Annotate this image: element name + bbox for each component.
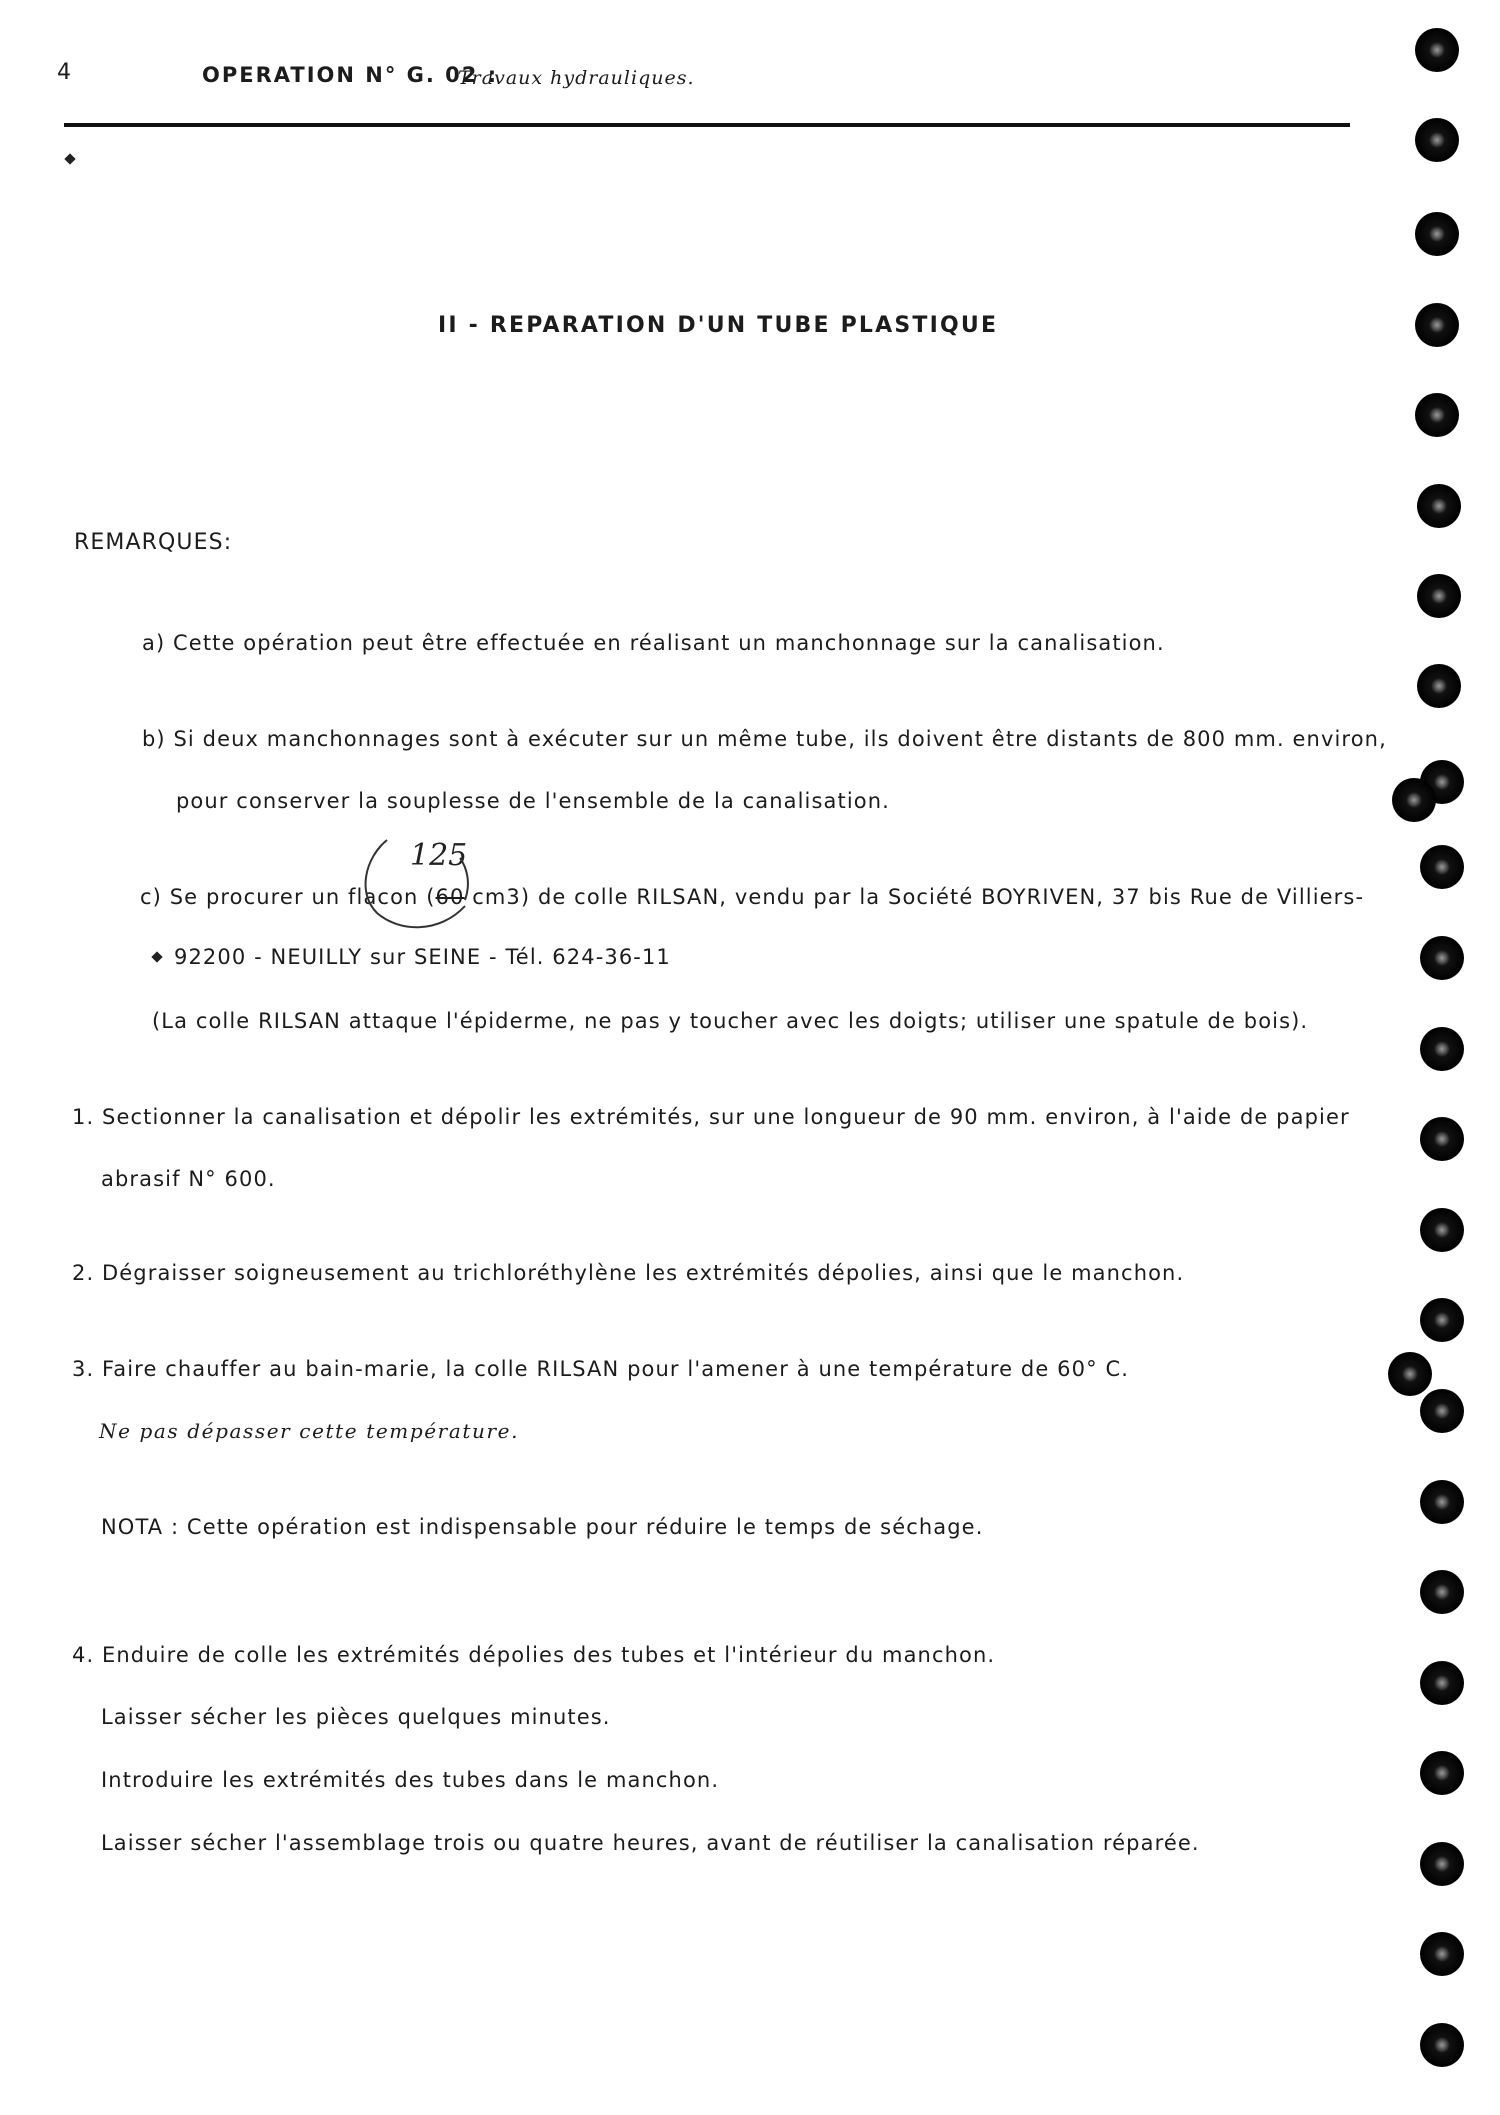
step-3-warning: Ne pas dépasser cette température.: [99, 1419, 520, 1443]
step-3-nota: NOTA : Cette opération est indispensable pour réduire le temps de séchage.: [101, 1515, 984, 1539]
binder-hole: [1388, 1352, 1432, 1396]
step-4-line2: Laisser sécher les pièces quelques minutes.: [101, 1705, 611, 1729]
binder-hole: [1420, 1298, 1464, 1342]
binder-hole: [1420, 2023, 1464, 2067]
step-4-line4: Laisser sécher l'assemblage trois ou quatre heures, avant de réutiliser la canalisation réparée.: [101, 1831, 1200, 1855]
section-title: II - REPARATION D'UN TUBE PLASTIQUE: [438, 313, 999, 338]
binder-hole: [1420, 1570, 1464, 1614]
binder-hole: [1420, 1932, 1464, 1976]
binder-hole: [1420, 1117, 1464, 1161]
remark-b-line1: b) Si deux manchonnages sont à exécuter sur un même tube, ils doivent être distants de 800 mm. environ,: [142, 727, 1387, 751]
binder-hole: [1420, 845, 1464, 889]
binder-hole: [1415, 303, 1459, 347]
binder-hole: [1420, 936, 1464, 980]
binder-hole: [1420, 1480, 1464, 1524]
binder-hole: [1417, 484, 1461, 528]
handwritten-correction: 125: [410, 838, 468, 873]
step-1-line1: 1. Sectionner la canalisation et dépolir les extrémités, sur une longueur de 90 mm. environ, à l'aide de papier: [72, 1105, 1350, 1129]
operation-title: OPERATION N° G. 02 :: [202, 63, 499, 87]
handwritten-circle-mark: [355, 838, 495, 938]
remark-c-after: cm3) de colle RILSAN, vendu par la Société BOYRIVEN, 37 bis Rue de Villiers-: [464, 885, 1365, 909]
binder-hole: [1415, 212, 1459, 256]
binder-hole: [1420, 1751, 1464, 1795]
remarques-label: REMARQUES:: [74, 530, 233, 555]
binder-hole: [1420, 1208, 1464, 1252]
step-1-line2: abrasif N° 600.: [101, 1167, 276, 1191]
remark-c-before: c) Se procurer un flacon (: [140, 885, 436, 909]
binder-hole: [1415, 28, 1459, 72]
operation-subtitle: Travaux hydrauliques.: [458, 67, 695, 89]
step-3: 3. Faire chauffer au bain-marie, la colle RILSAN pour l'amener à une température de 60° C.: [72, 1357, 1129, 1381]
binder-hole: [1415, 118, 1459, 162]
page-number: 4: [57, 60, 73, 85]
binder-hole: [1420, 760, 1464, 804]
remark-b-line2: pour conserver la souplesse de l'ensemble de la canalisation.: [176, 789, 890, 813]
binder-hole: [1417, 574, 1461, 618]
binder-hole: [1420, 1027, 1464, 1071]
step-2: 2. Dégraisser soigneusement au trichloréthylène les extrémités dépolies, ainsi que le manchon.: [72, 1261, 1185, 1285]
binder-hole: [1417, 664, 1461, 708]
remark-c-line3: (La colle RILSAN attaque l'épiderme, ne pas y toucher avec les doigts; utiliser une spatule de bois).: [152, 1009, 1309, 1033]
binder-hole: [1392, 778, 1436, 822]
step-4-line3: Introduire les extrémités des tubes dans le manchon.: [101, 1768, 720, 1792]
remark-c-line1: [140, 884, 1364, 910]
header-rule: [64, 123, 1350, 127]
binder-hole: [1420, 1661, 1464, 1705]
step-4-line1: 4. Enduire de colle les extrémités dépolies des tubes et l'intérieur du manchon.: [72, 1643, 996, 1667]
binder-hole: [1420, 1389, 1464, 1433]
line-bullet: [151, 951, 162, 962]
binder-hole: [1415, 393, 1459, 437]
remark-c-struck-value: 60: [435, 885, 465, 909]
remark-c-line2: 92200 - NEUILLY sur SEINE - Tél. 624-36-11: [174, 945, 671, 969]
margin-bullet: [64, 153, 75, 164]
remark-a: a) Cette opération peut être effectuée en réalisant un manchonnage sur la canalisation.: [142, 631, 1165, 655]
binder-hole: [1420, 1842, 1464, 1886]
